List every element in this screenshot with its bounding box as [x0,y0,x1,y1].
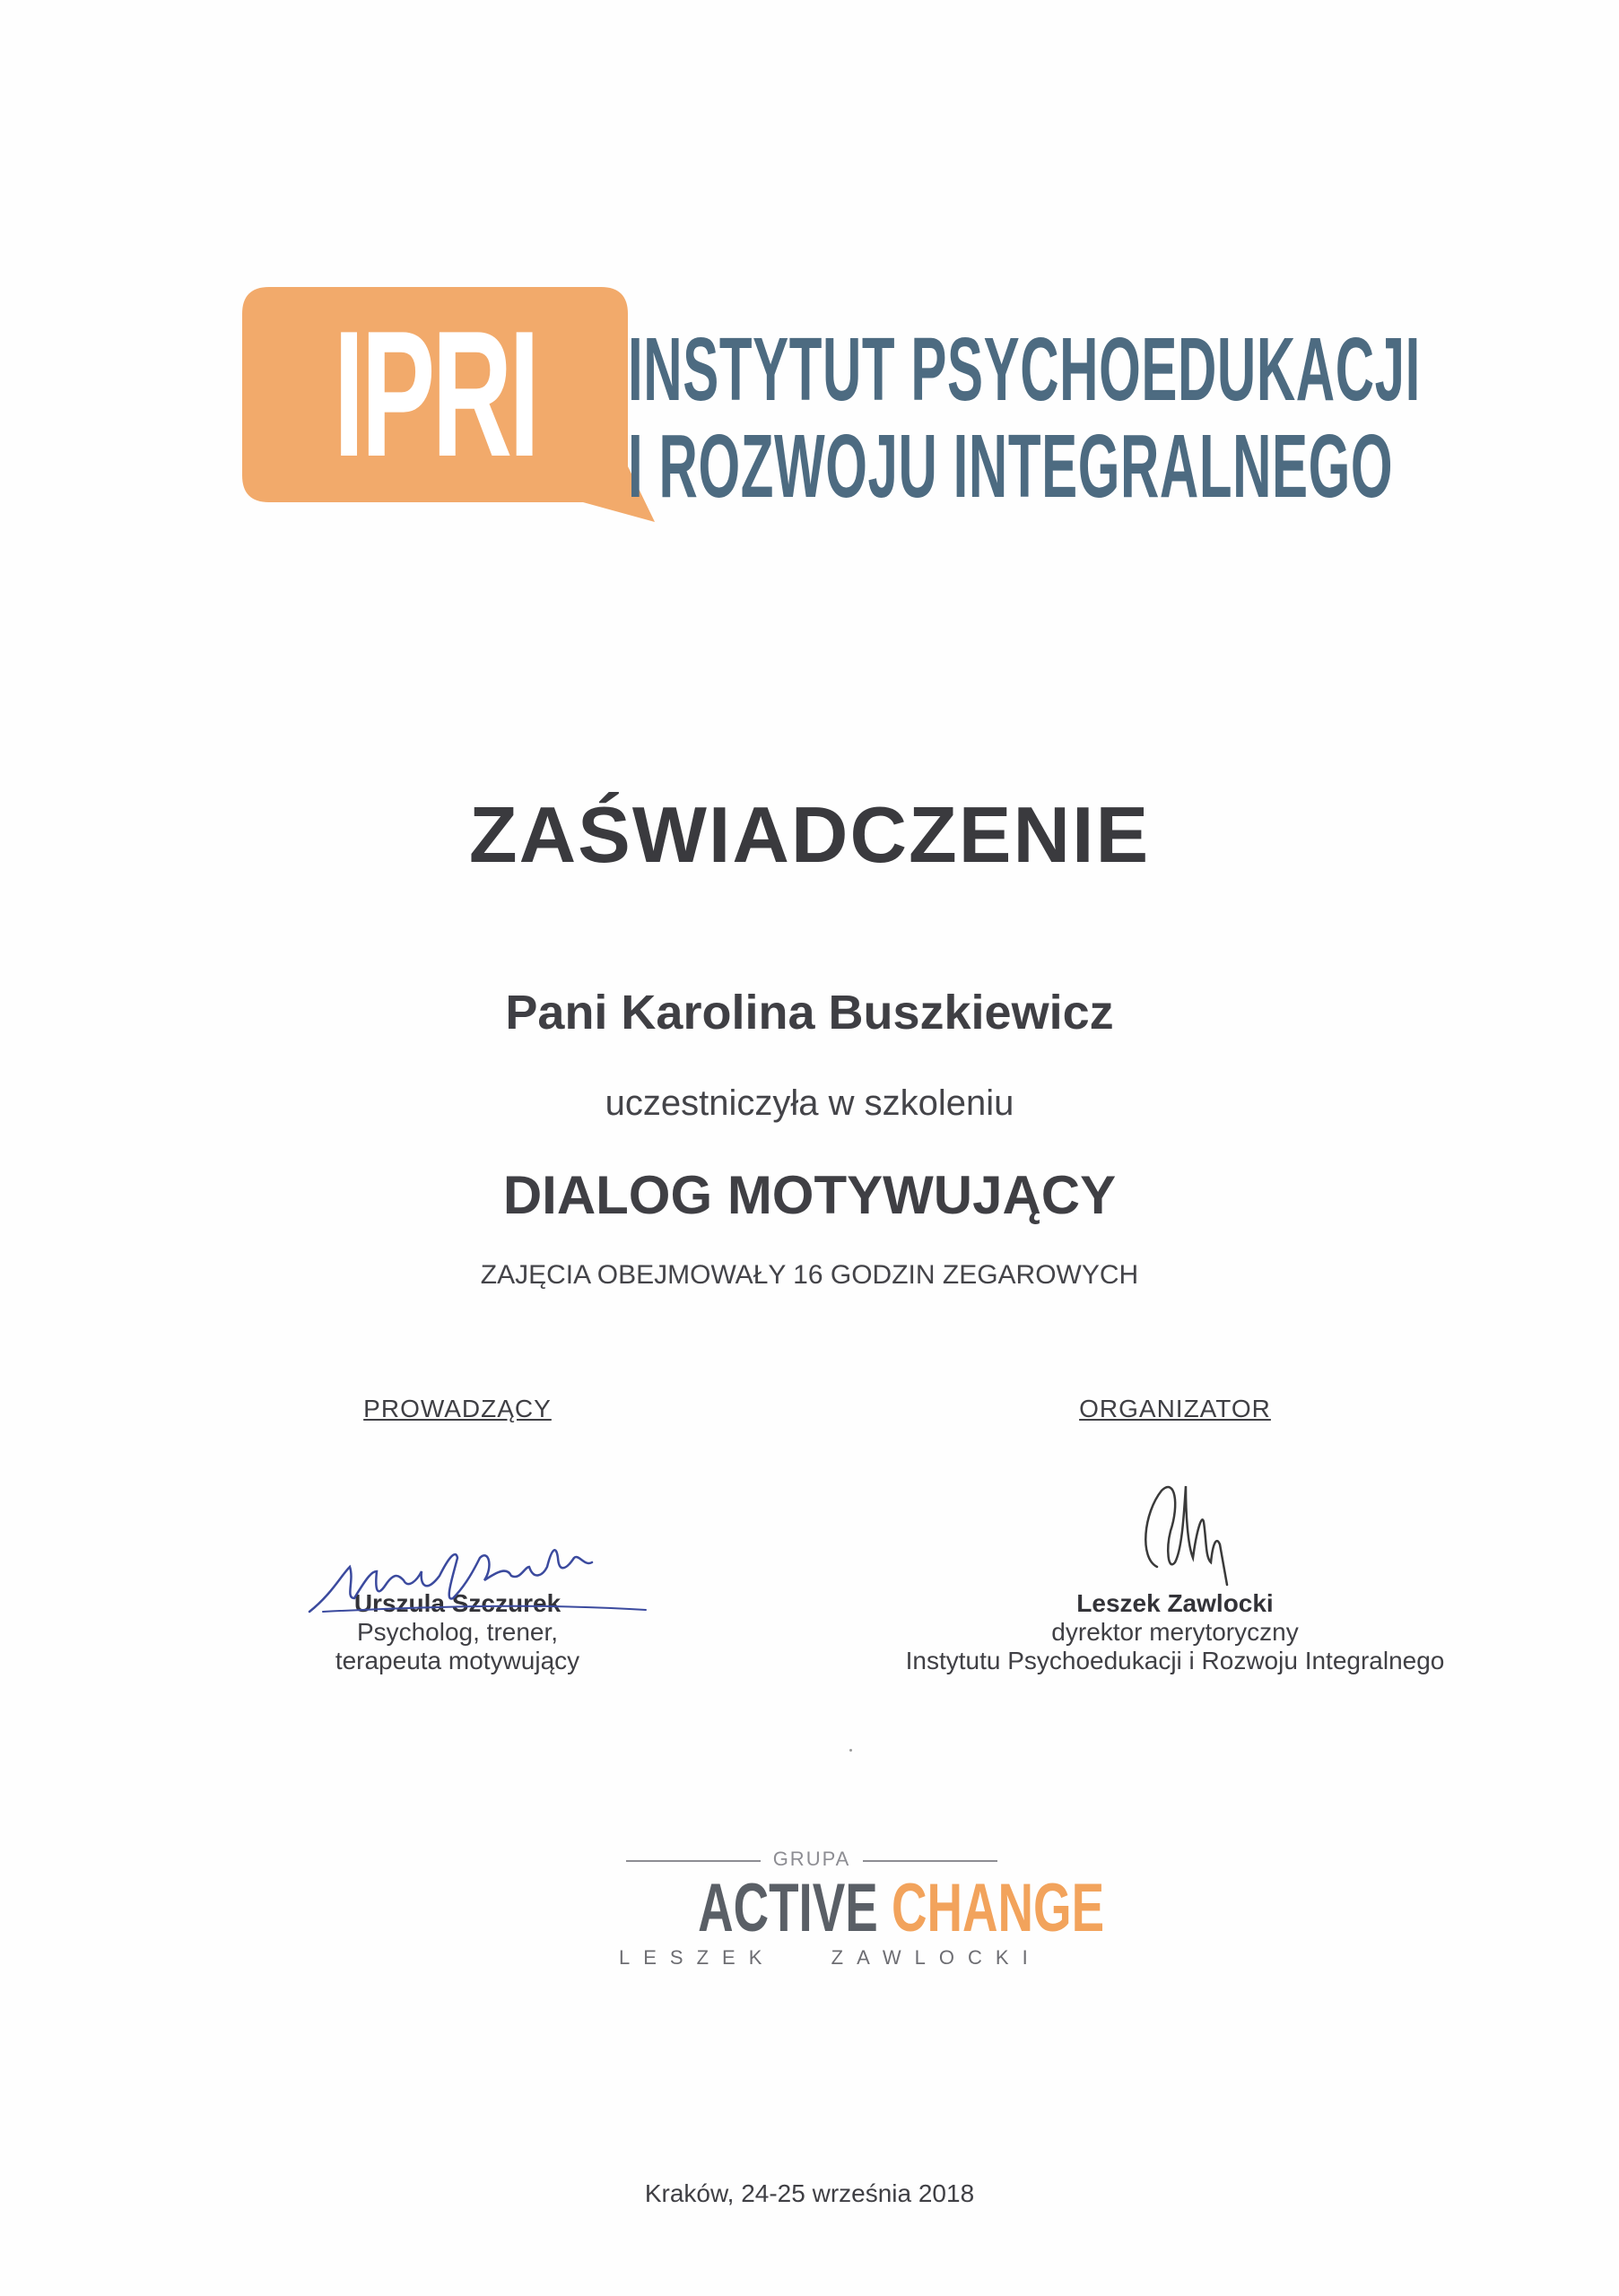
active-word: ACTIVE [698,1870,878,1946]
active-change-wordmark [619,1870,1105,1946]
organizer-name: Leszek Zawlocki [1076,1589,1274,1617]
active-change-logo [619,1848,1105,1982]
participation-text: uczestniczyła w szkoleniu [605,1083,1014,1123]
ipri-logo-badge [242,287,655,525]
organizer-heading: ORGANIZATOR [1079,1395,1271,1422]
certificate-title: ZAŚWIADCZENIE [468,790,1151,879]
place-and-date: Kraków, 24-25 września 2018 [644,2179,975,2207]
organizer-role-line1: dyrektor merytoryczny [1051,1618,1299,1646]
stray-dot [849,1749,852,1752]
trainer-section [269,1395,646,1675]
active-change-owner [619,1946,1041,1970]
course-hours: ZAJĘCIA OBEJMOWAŁY 16 GODZIN ZEGAROWYCH [480,1260,1139,1290]
divider-right [863,1860,997,1862]
organizer-signature [1130,1459,1238,1594]
ipri-logo-letters: IPRI [333,294,537,494]
trainer-signature-area [269,1423,646,1616]
trainer-role-line1: Psycholog, trener, [356,1618,559,1646]
owner-first-name: LESZEK [619,1946,776,1969]
trainer-heading: PROWADZĄCY [363,1395,552,1422]
trainer-role-line2: terapeuta motywujący [335,1647,580,1674]
ipri-logo-name [628,319,1421,517]
active-change-grupa: GRUPA [772,1848,851,1870]
ipri-logo [242,287,1435,529]
ipri-logo-name-line1: INSTYTUT PSYCHOEDUKACJI [628,319,1421,420]
change-word: CHANGE [891,1870,1105,1946]
organizer-signature-area [861,1423,1489,1616]
trainer-name: Urszula Szczurek [353,1589,561,1617]
owner-last-name: ZAWLOCKI [831,1946,1041,1969]
recipient-name: Pani Karolina Buszkiewicz [505,986,1114,1039]
organizer-role-line2: Instytutu Psychoedukacji i Rozwoju Integralnego [905,1647,1445,1674]
course-title: DIALOG MOTYWUJĄCY [502,1165,1117,1225]
trainer-signature [305,1423,682,1616]
organizer-section [861,1395,1489,1675]
ipri-logo-name-line2: I ROZWOJU INTEGRALNEGO [628,416,1394,517]
